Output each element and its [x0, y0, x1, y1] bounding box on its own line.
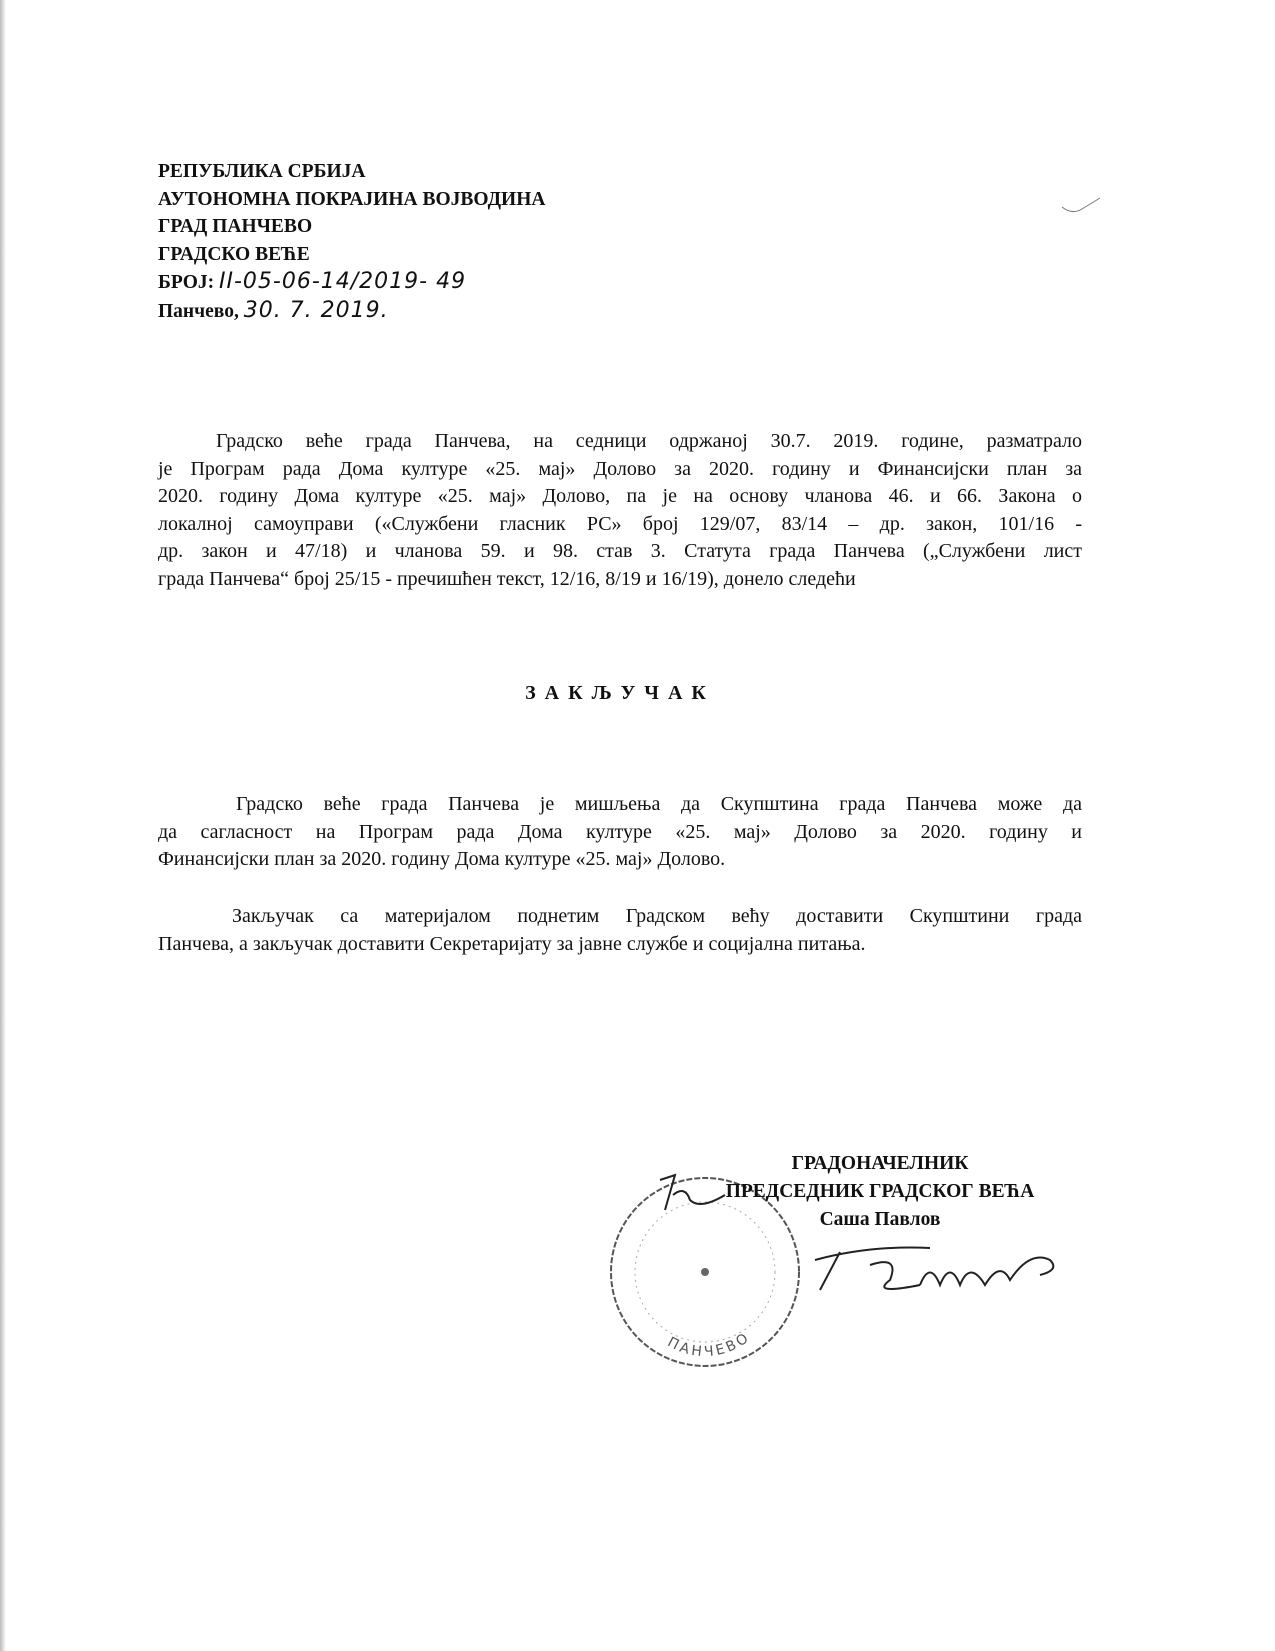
intro-paragraph	[158, 428, 1082, 594]
signer-title: ПРЕДСЕДНИК ГРАДСКОГ ВЕЋА	[725, 1181, 1035, 1202]
stamp-text: ПАНЧЕВО	[664, 1328, 754, 1361]
text-line: је Програм рада Дома културе «25. мај» Долово за 2020. годину и Финансијски план за	[158, 457, 1082, 480]
svg-text:ПАНЧЕВО	[665, 1329, 754, 1360]
conclusion-paragraph	[158, 791, 1082, 874]
header-line: ГРАДСКО ВЕЋЕ	[158, 243, 310, 265]
text-line: Градско веће града Панчева, на седници одржаној 30.7. 2019. године, разматрало	[216, 430, 1082, 452]
text-line: 2020. годину Дома културе «25. мај» Долово, па је на основу чланова 46. и 66. Закона о	[158, 485, 1082, 508]
text-line: локалној самоуправи («Службени гласник РС» број 129/07, 83/14 – др. закон, 101/16 -	[158, 512, 1082, 535]
document-date	[158, 297, 545, 326]
header-line: РЕПУБЛИКА СРБИЈА	[158, 161, 366, 182]
number-value: II-05-06-14/2019- 49	[218, 269, 467, 294]
initials-scribble	[655, 1170, 735, 1220]
text-line: да сагласност на Програм рада Дома културе «25. мај» Долово за 2020. годину и	[158, 820, 1082, 843]
document-number	[158, 268, 545, 297]
scan-edge	[0, 0, 6, 1651]
text-line: Закључак са материјалом поднетим Градском већу доставити Скупштини града	[232, 905, 1082, 927]
text-line: Панчева, а закључак доставити Секретаријату за јавне службе и социјална питања.	[158, 932, 866, 955]
document-title: ЗАКЉУЧАК	[525, 682, 715, 704]
date-value: 30. 7. 2019.	[243, 297, 389, 323]
place-label: Панчево,	[158, 300, 239, 322]
signer-name: Саша Павлов	[819, 1209, 941, 1230]
document-header	[158, 158, 545, 325]
text-line: Финансијски план за 2020. годину Дома културе «25. мај» Долово.	[158, 848, 726, 871]
text-line: града Панчева“ број 25/15 - пречишћен текст, 12/16, 8/19 и 16/19), донело следећи	[158, 567, 856, 590]
signature-block	[700, 1150, 1060, 1234]
scribble-mark	[1060, 195, 1105, 220]
header-line: АУТОНОМНА ПОКРАЈИНА ВОЈВОДИНА	[158, 188, 546, 210]
number-label: БРОЈ:	[158, 272, 215, 293]
header-line: ГРАД ПАНЧЕВО	[158, 216, 313, 237]
handwritten-signature	[810, 1240, 1070, 1300]
text-line: Градско веће града Панчева је мишљења да Скупштина града Панчева може да	[236, 793, 1082, 815]
delivery-paragraph	[158, 903, 1082, 958]
signer-title: ГРАДОНАЧЕЛНИК	[791, 1153, 969, 1174]
text-line: др. закон и 47/18) и чланова 59. и 98. став 3. Статута града Панчева („Службени лист	[158, 540, 1082, 563]
